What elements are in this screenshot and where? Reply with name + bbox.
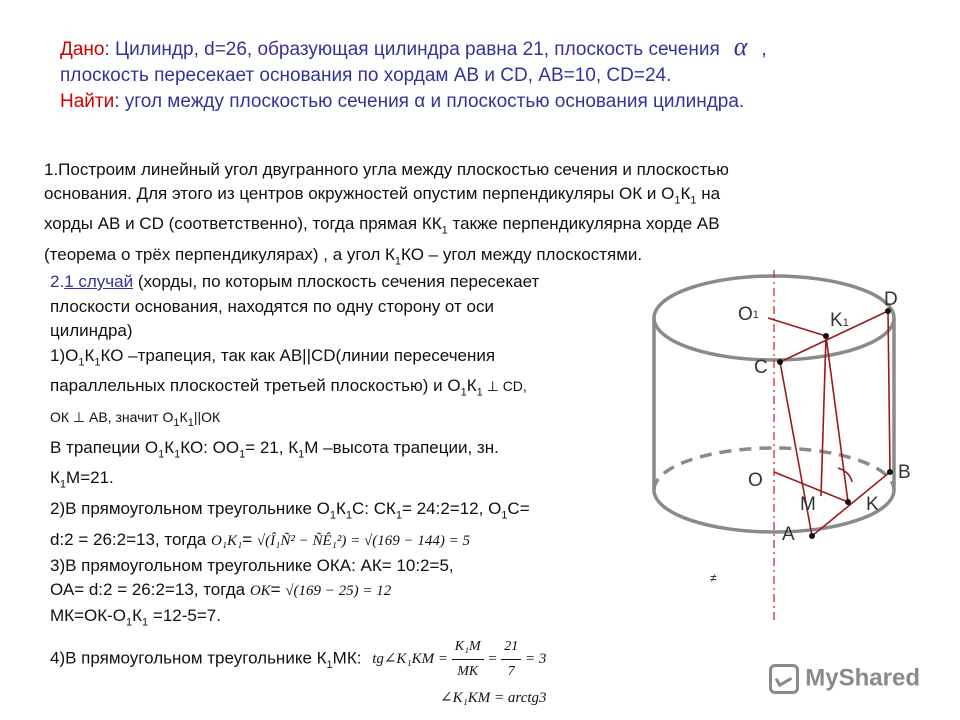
alpha-symbol: α xyxy=(733,32,748,61)
find-line xyxy=(60,89,920,115)
formula-angle: ∠K₁KM = arctg3 xyxy=(440,689,547,706)
step1-line: (теорема о трёх перпендикулярах) , а угол $К_1КО$ – угол между плоскостями. xyxy=(44,244,643,268)
label-m: M xyxy=(800,494,816,515)
case-line: 4)В прямоугольном треугольнике $К_1МК$: tg∠K₁KM = $\frac{\text{K₁M}}{MK}$ = $\frac{21}{7}$ = 3 xyxy=(50,635,640,685)
case-line: $К_1М=21$. xyxy=(50,468,114,491)
watermark: MyShared xyxy=(769,664,920,694)
case-line: плоскости основания, находятся по одну сторону от оси xyxy=(50,296,494,316)
step1-line: хорды АВ и CD (соответственно), тогда прямая $КК_1$ также перпендикулярна хорде АВ xyxy=(44,214,720,237)
cylinder-figure xyxy=(640,250,940,630)
case-line: цилиндра) xyxy=(50,321,133,340)
myshared-logo-icon xyxy=(769,664,799,694)
segment-k1k xyxy=(826,336,848,502)
formula-tg: tg∠K₁KM = $\frac{\text{K₁M}}{MK}$ = $\frac{21}{7}$ = 3 xyxy=(372,651,546,667)
given-text: : Цилиндр, d=26, образующая цилиндра равна 21, плоскость сечения xyxy=(104,39,720,60)
label-k: K xyxy=(866,494,879,515)
formula-ok: √(169 − 25) = 12 xyxy=(285,583,392,600)
label-o1: O1 xyxy=(738,304,759,325)
label-k1: K1 xyxy=(830,310,849,331)
case-line: d:2 = 26:2=13, тогда O₁K₁= √(Î₁Ñ² − ÑÊ₁²) = √(169 − 144) = 5 xyxy=(50,530,470,550)
case-line: 2.1 случай (хорды, по которым плоскость сечения пересекает xyxy=(50,272,540,291)
segment-db xyxy=(888,311,890,472)
given-line-1 xyxy=(60,34,920,63)
case-line: 3)В прямоугольном треугольнике ОКА: АК= 10:2=5, xyxy=(50,555,454,575)
find-text: : угол между плоскостью сечения α и плоскостью основания цилиндра. xyxy=(114,91,745,112)
label-d: D xyxy=(884,289,898,310)
step1-line: 1.Построим линейный угол двугранного угла между плоскостью сечения и плоскостью xyxy=(44,160,729,179)
case-line: ОК ⊥ АВ, значит $О_1К_1||ОК$ xyxy=(50,409,221,430)
given-label: Дано xyxy=(60,39,105,60)
case-line xyxy=(50,685,640,711)
case-1-solution xyxy=(50,270,640,710)
formula-o1k1: √(Î₁Ñ² − ÑÊ₁²) = √(169 − 144) = 5 xyxy=(256,533,470,550)
problem-statement xyxy=(60,34,920,115)
case-line: 2)В прямоугольном треугольнике $О_1К_1С$: $СК_1=$ 24:2=12, $О_1С=$ xyxy=(50,499,530,522)
label-b: B xyxy=(898,462,911,483)
label-o: O xyxy=(748,470,763,491)
case-line: В трапеции $О_1К_1КО$: $ОО_1= 21$, $К_1М$ –высота трапеции, зн. xyxy=(50,437,499,460)
not-equal-mark: ≠ xyxy=(710,571,717,585)
segment-o1k1 xyxy=(768,318,826,336)
step1-line: основания. Для этого из центров окружностей опустим перпендикуляры ОК и $О_1К_1$ на xyxy=(44,184,721,207)
label-a: A xyxy=(782,524,795,545)
label-c: C xyxy=(754,357,768,378)
segment-k1m xyxy=(821,336,826,496)
case-line: ОА= d:2 = 26:2=13, тогда OK= √(169 − 25) = 12 xyxy=(50,580,392,600)
given-line-2: плоскость пересекает основания по хордам АВ и CD, АВ=10, CD=24. xyxy=(60,65,672,86)
case-link[interactable]: 1 случай xyxy=(64,272,134,291)
find-label: Найти xyxy=(60,91,115,112)
case-line: $1)О_1К_1КО$ –трапеция, так как АВ||CD(линии пересечения xyxy=(50,345,496,368)
case-line: параллельных плоскостей третьей плоскостью) и $О_1К_1$ ⊥ CD, xyxy=(50,376,527,399)
case-line: $МК=ОК-О_1К_1 =12-5=7$. xyxy=(50,605,221,629)
given-comma: , xyxy=(761,39,767,60)
